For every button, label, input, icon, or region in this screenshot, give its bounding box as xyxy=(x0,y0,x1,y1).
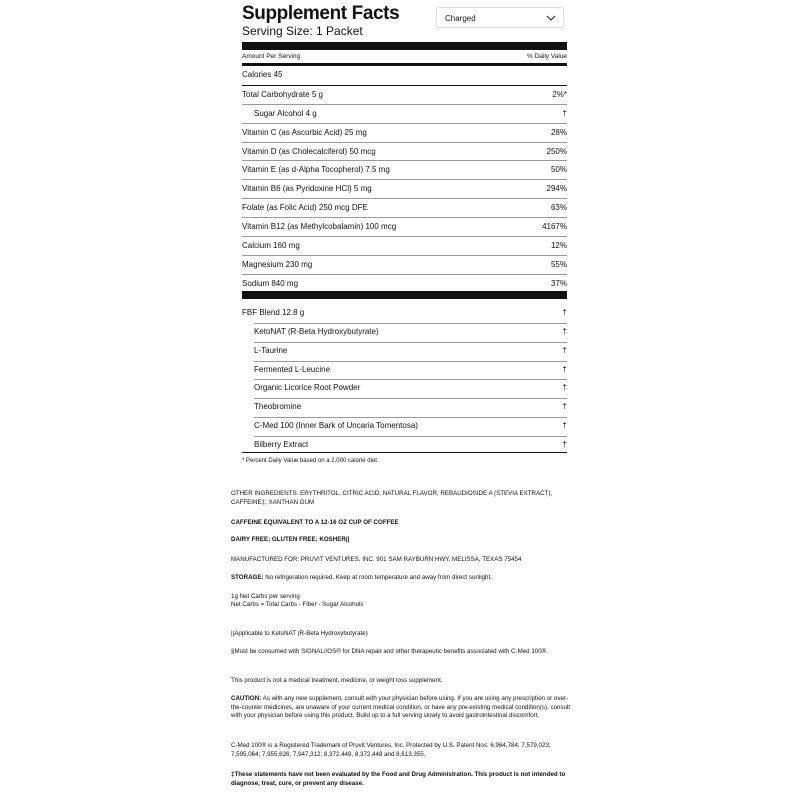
blend-row-value: † xyxy=(562,364,567,374)
nutrient-row xyxy=(242,217,567,236)
nutrient-row-value: 50% xyxy=(550,165,567,175)
blend-row-value: † xyxy=(562,308,567,317)
nutrient-row-name: Sodium 840 mg xyxy=(242,278,299,288)
bottom-rule xyxy=(242,452,567,453)
blend-row xyxy=(242,398,567,417)
blend-row-divider xyxy=(254,379,567,380)
blend-row-name: Bilberry Extract xyxy=(254,439,309,449)
caution-note xyxy=(231,695,576,721)
supplement-facts-title: Supplement Facts xyxy=(242,3,400,24)
nutrient-row xyxy=(242,142,567,161)
blend-row xyxy=(242,323,567,342)
blend-row-divider xyxy=(254,398,567,399)
nutrient-row-value: 28% xyxy=(550,127,567,137)
nutrient-row-name: Vitamin D (as Cholecalciferol) 50 mcg xyxy=(242,146,376,156)
calories-text: Calories 45 xyxy=(242,70,283,79)
nutrient-row xyxy=(242,255,567,274)
manufacturer-info: MANUFACTURED FOR: PRUVIT VENTURES, INC. 901 SAM RAYBURN HWY, MELISSA, TEXAS 75454 xyxy=(231,556,522,563)
nutrient-row-name: Sugar Alcohol 4 g xyxy=(254,108,317,118)
calories-row xyxy=(242,66,567,85)
caution-label: CAUTION: xyxy=(231,695,262,702)
blend-row-value: † xyxy=(562,402,567,412)
nutrient-row-value: 2%* xyxy=(552,90,567,99)
nutrient-row-value: 4167% xyxy=(542,221,567,231)
top-thick-rule xyxy=(242,42,567,50)
daily-value-label: % Daily Value xyxy=(527,53,567,60)
nutrient-row-value: 250% xyxy=(546,146,567,156)
other-ingredients: OTHER INGREDIENTS: ERYTHRITOL, CITRIC ACID, NATURAL FLAVOR, REBAUDIOSIDE A (STEVIA EXTRACT), CAFFEINE‡, XANTHAN GUM xyxy=(231,490,553,506)
caffeine-statement: CAFFEINE EQUIVALENT TO A 12-16 OZ CUP OF COFFEE xyxy=(231,519,399,526)
blend-row xyxy=(242,304,567,323)
blend-row-divider xyxy=(254,361,567,362)
nutrient-row xyxy=(242,274,567,293)
nutrient-row-name: Magnesium 230 mg xyxy=(242,259,313,269)
nutrient-row-name: Vitamin B12 (as Methylcobalamin) 100 mcg xyxy=(242,221,397,231)
signal-note: §Must be consumed with SIGNAL//OS® for DNA repair and other therapeutic benefits associated with C-Med 100®. xyxy=(231,648,548,655)
blend-row-value: † xyxy=(562,421,567,431)
net-carbs-line-1: 1g Net Carbs per serving xyxy=(231,593,300,600)
nutrient-row-name: Total Carbohydrate 5 g xyxy=(242,90,323,99)
nutrient-row-value: 63% xyxy=(550,203,567,213)
nutrient-row xyxy=(242,85,567,104)
nutrient-row-name: Vitamin B6 (as Pyridoxine HCl) 5 mg xyxy=(242,184,372,194)
flavor-select-value: Charged xyxy=(445,14,476,23)
blend-row-divider xyxy=(254,342,567,343)
nutrient-row xyxy=(242,104,567,123)
blend-row xyxy=(242,342,567,361)
blend-row-name: C-Med 100 (Inner Bark of Uncaria Tomentosa) xyxy=(254,421,418,431)
amount-per-serving-label: Amount Per Serving xyxy=(242,53,301,60)
blend-row-name: L-Taurine xyxy=(254,345,288,355)
nutrient-row-name: Vitamin C (as Ascorbic Acid) 25 mg xyxy=(242,127,367,137)
blend-row-value: † xyxy=(562,326,567,336)
blend-row-name: FBF Blend 12.8 g xyxy=(242,308,305,317)
blend-row-value: † xyxy=(562,439,567,449)
nutrient-row-name: Vitamin E (as d-Alpha Tocopherol) 7.5 mg xyxy=(242,165,390,175)
nutrient-row-value: 12% xyxy=(550,240,567,250)
nutrient-row xyxy=(242,198,567,217)
storage-text: No refrigeration required. Keep at room temperature and away from direct sunlight. xyxy=(263,574,492,581)
trademark-note: C-Med 100® is a Registered Trademark of Pruvit Ventures, Inc. Protected by U.S. Patent Nos: 6,964,784; 7,579,023; 7,595,064; 7,955,626; 7,947,312; 8,372,449, 8,372,448 and 8,613,355. xyxy=(231,742,551,758)
nutrient-row xyxy=(242,236,567,255)
blend-thick-rule xyxy=(242,291,567,299)
nutrient-row xyxy=(242,160,567,179)
blend-row-name: Fermented L-Leucine xyxy=(254,364,331,374)
nutrient-row xyxy=(242,123,567,142)
nutrient-row-value: † xyxy=(562,108,567,118)
fda-disclaimer: ‡These statements have not been evaluated by the Food and Drug Administration. This product is not intended to diagnose, treat, cure, or prevent any disease. xyxy=(231,771,566,787)
daily-value-footnote: * Percent Daily Value based on a 2,000 calorie diet. xyxy=(242,458,379,464)
dairy-free-statement: DAIRY FREE; GLUTEN FREE; KOSHER|| xyxy=(231,536,350,543)
blend-row-value: † xyxy=(562,383,567,393)
nutrient-row-value: 37% xyxy=(550,278,567,288)
nutrient-row-value: 294% xyxy=(546,184,567,194)
blend-row-divider xyxy=(254,436,567,437)
not-medical-note: This product is not a medical treatment, medicine, or weight loss supplement. xyxy=(231,677,443,684)
nutrient-row-name: Calcium 160 mg xyxy=(242,240,300,250)
flavor-select[interactable] xyxy=(436,7,564,28)
blend-row-value: † xyxy=(562,345,567,355)
blend-row-divider xyxy=(254,417,567,418)
net-carbs-line-2: Net Carbs = Total Carbs - Fiber - Sugar Alcohols xyxy=(231,601,364,608)
blend-row-divider xyxy=(254,323,567,324)
applicable-note: ||Applicable to KetoNAT (R-Beta Hydroxybutyrate) xyxy=(231,630,368,637)
chevron-down-icon xyxy=(546,13,556,23)
nutrient-row-name: Folate (as Folic Acid) 250 mcg DFE xyxy=(242,203,368,213)
storage-info xyxy=(231,574,576,583)
blend-row xyxy=(242,379,567,398)
blend-row-name: KetoNAT (R-Beta Hydroxybutyrate) xyxy=(254,326,379,336)
serving-size: Serving Size: 1 Packet xyxy=(242,24,363,38)
caution-text: As with any new supplement, consult with your physician before using. If you are using any prescription or over-the-counter medicines, are unaware of your current medical condition, or have any pre-existing medical condition(s), consult with your physician before using this product. Build up to a full serving slowly to avoid gastrointestinal discomfort. xyxy=(231,695,571,720)
storage-label: STORAGE: xyxy=(231,574,264,581)
nutrient-row-value: 55% xyxy=(550,259,567,269)
blend-row-name: Organic Licorice Root Powder xyxy=(254,383,361,393)
nutrient-row xyxy=(242,179,567,198)
blend-row xyxy=(242,417,567,436)
blend-row-name: Theobromine xyxy=(254,402,302,412)
blend-row xyxy=(242,361,567,380)
